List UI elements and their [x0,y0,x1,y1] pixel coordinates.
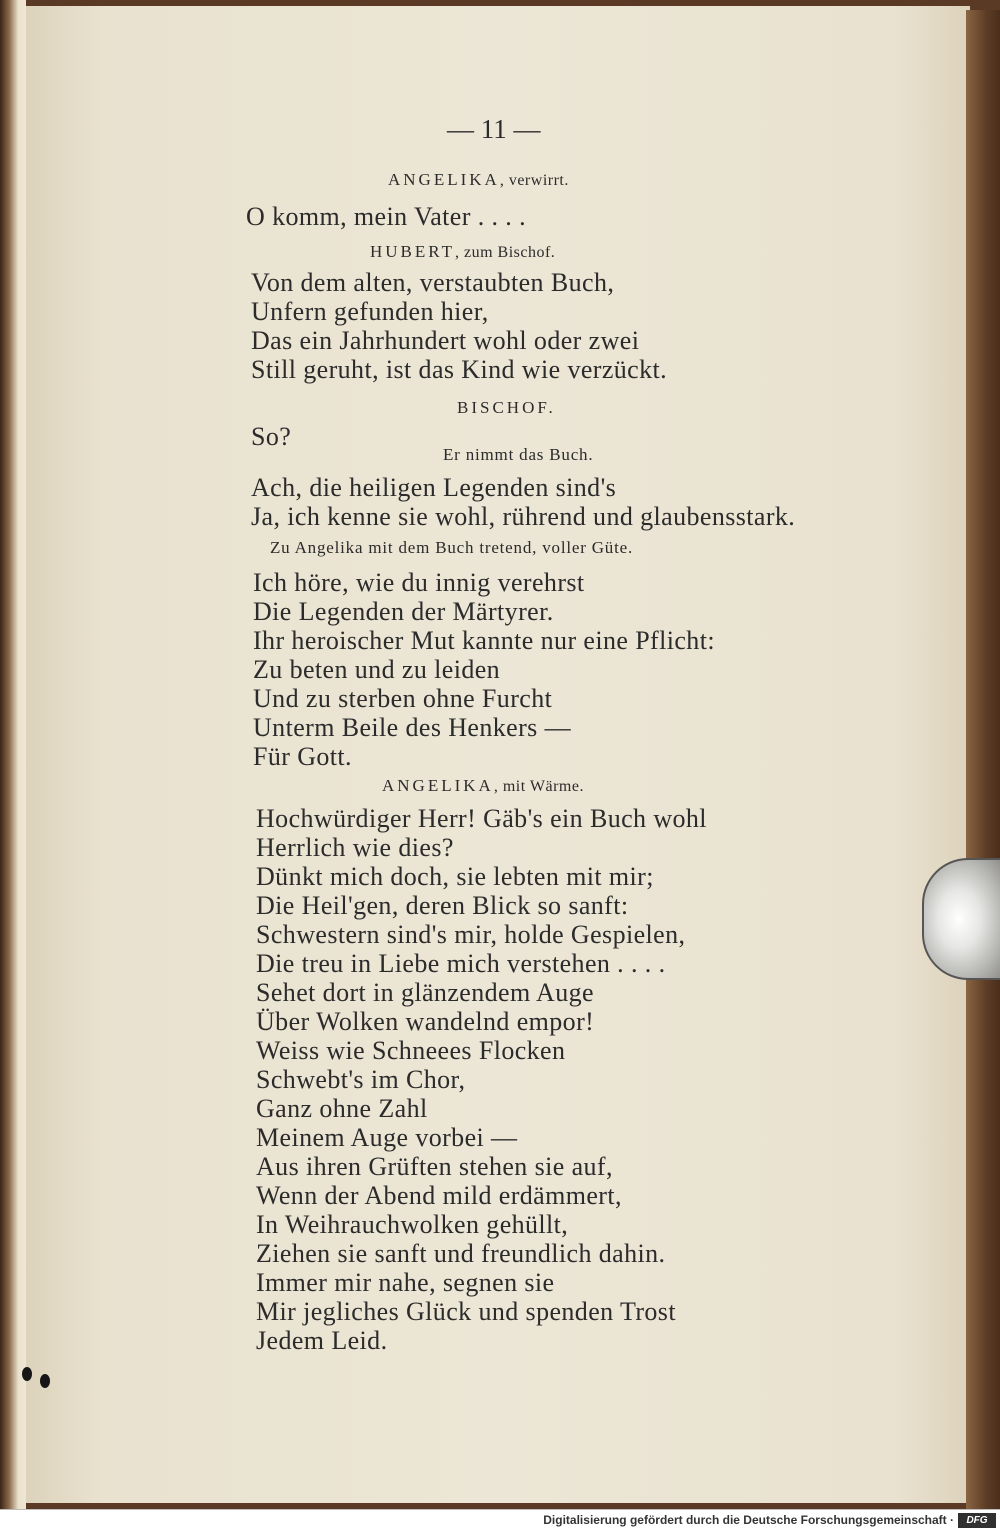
verse-line: Still geruht, ist das Kind wie verzückt. [251,355,668,384]
speaker-name: BISCHOF. [457,398,556,417]
verse-line: Sehet dort in glänzendem Auge [256,978,594,1007]
binding-hole-icon [22,1367,32,1381]
stage-direction: , verwirrt. [499,172,569,189]
verse-line: Unterm Beile des Henkers — [253,713,571,742]
verse-line: Immer mir nahe, segnen sie [256,1268,555,1297]
verse-line: Die Heil'gen, deren Blick so sanft: [256,891,629,920]
digitization-footer [0,1509,1000,1532]
verse-line: Zu beten und zu leiden [253,655,501,684]
verse-line: Über Wolken wandelnd empor! [256,1007,595,1036]
verse-line: Ich höre, wie du innig verehrst [253,568,585,597]
verse-line: Wenn der Abend mild erdämmert, [256,1181,622,1210]
speaker-name: HUBERT [370,242,455,261]
speaker-line [457,398,556,418]
page-tab-icon [922,858,1000,980]
verse-line: Jedem Leid. [256,1326,388,1355]
page-edge [966,10,1000,1509]
verse-line: Von dem alten, verstaubten Buch, [251,268,615,297]
verse-line: Schwebt's im Chor, [256,1065,466,1094]
verse-line: Mir jegliches Glück und spenden Trost [256,1297,676,1326]
verse-line: Aus ihren Grüften stehen sie auf, [256,1152,613,1181]
verse-line: Die treu in Liebe mich verstehen . . . . [256,949,666,978]
binding-hole-icon [40,1374,50,1388]
footer-credit: Digitalisierung gefördert durch die Deutsche Forschungsgemeinschaft · [543,1513,954,1527]
verse-line: So? [251,422,292,451]
verse-line: Unfern gefunden hier, [251,297,489,326]
stage-direction: Er nimmt das Buch. [443,445,594,464]
speaker-name: ANGELIKA [382,776,494,795]
verse-line: Und zu sterben ohne Furcht [253,684,553,713]
speaker-line [382,776,584,796]
verse-line: Ihr heroischer Mut kannte nur eine Pflicht: [253,626,715,655]
verse-line: Ziehen sie sanft und freundlich dahin. [256,1239,666,1268]
verse-line: Schwestern sind's mir, holde Gespielen, [256,920,686,949]
verse-line: Herrlich wie dies? [256,833,454,862]
stage-direction: Zu Angelika mit dem Buch tretend, voller Güte. [270,538,634,557]
verse-line: Dünkt mich doch, sie lebten mit mir; [256,862,654,891]
speaker-line [370,242,555,262]
verse-line: O komm, mein Vater . . . . [246,202,526,231]
verse-line: Meinem Auge vorbei — [256,1123,518,1152]
verse-line: Ja, ich kenne sie wohl, rührend und glaubensstark. [251,502,796,531]
dfg-logo: DFG [958,1513,996,1528]
page-number: — 11 — [447,114,541,144]
book-spine [0,0,26,1509]
verse-line: Weiss wie Schneees Flocken [256,1036,566,1065]
verse-line: In Weihrauchwolken gehüllt, [256,1210,569,1239]
speaker-line [388,170,569,190]
verse-line: Das ein Jahrhundert wohl oder zwei [251,326,640,355]
verse-line: Ganz ohne Zahl [256,1094,428,1123]
stage-direction: , zum Bischof. [454,244,556,261]
stage-direction: , mit Wärme. [493,778,584,795]
verse-line: Für Gott. [253,742,352,771]
verse-line: Die Legenden der Märtyrer. [253,597,554,626]
verse-line: Ach, die heiligen Legenden sind's [251,473,617,502]
speaker-name: ANGELIKA [388,170,500,189]
verse-line: Hochwürdiger Herr! Gäb's ein Buch wohl [256,804,707,833]
